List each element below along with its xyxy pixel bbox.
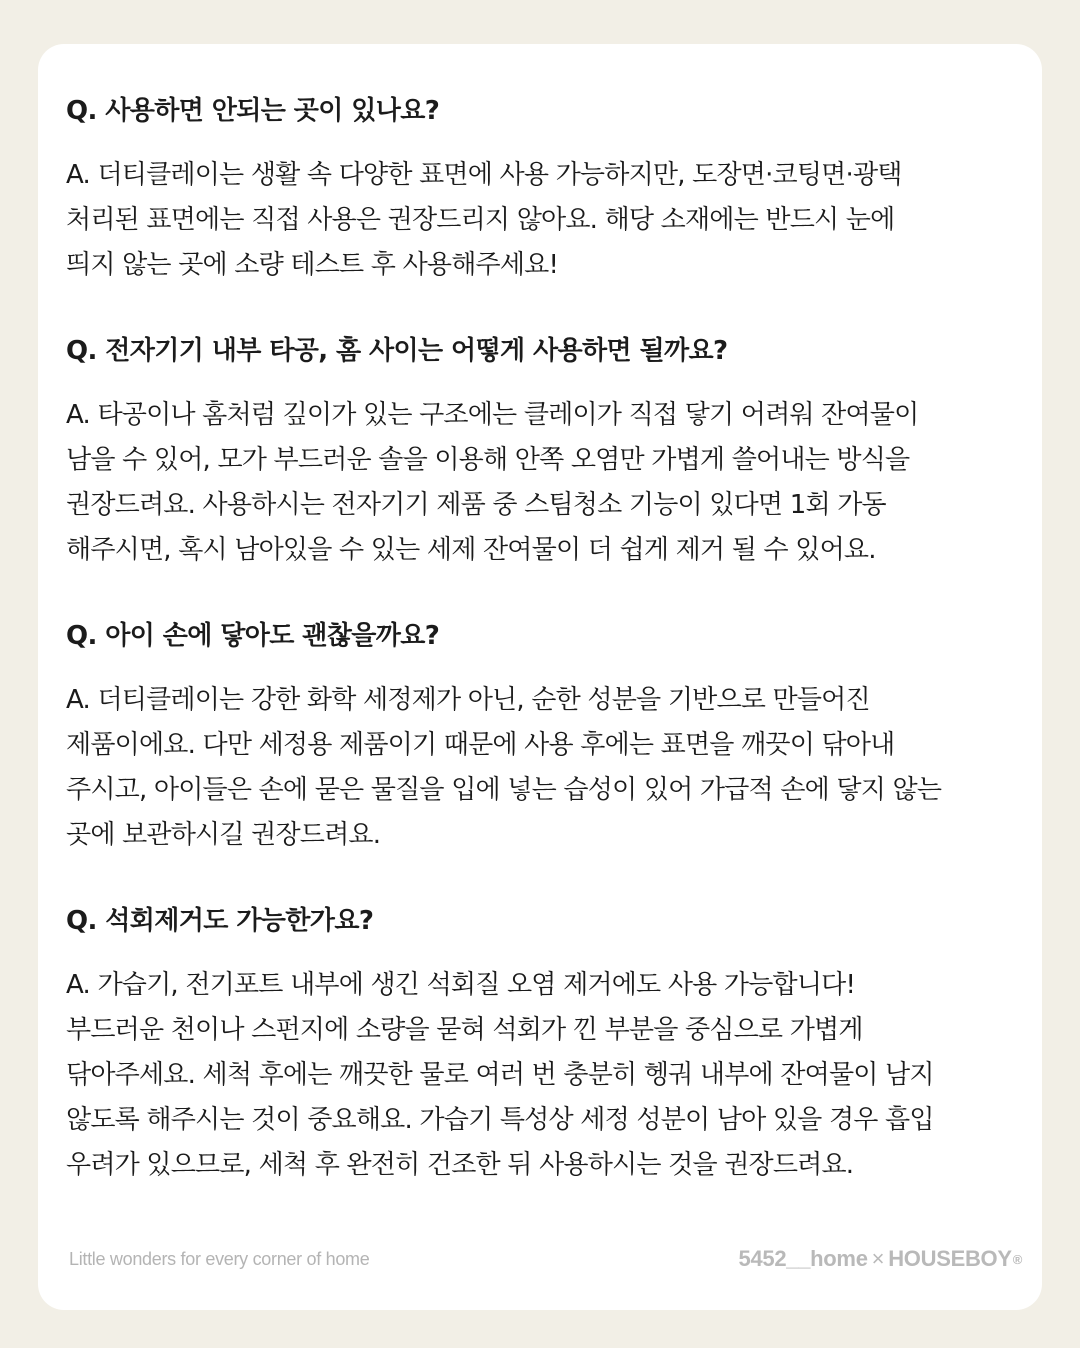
faq-answer xyxy=(66,678,1026,858)
faq-question: Q. 아이 손에 닿아도 괜찮을까요? xyxy=(66,621,440,651)
answer-line: 주시고, 아이들은 손에 묻은 물질을 입에 넣는 습성이 있어 가급적 손에 닿지 않는 xyxy=(66,775,942,805)
answer-line: A. 가습기, 전기포트 내부에 생긴 석회질 오염 제거에도 사용 가능합니다! xyxy=(66,970,856,1000)
faq-item xyxy=(66,334,1026,573)
answer-line: 닦아주세요. 세척 후에는 깨끗한 물로 여러 번 충분히 헹궈 내부에 잔여물이 남지 xyxy=(66,1060,934,1090)
answer-line: 남을 수 있어, 모가 부드러운 솔을 이용해 안쪽 오염만 가볍게 쓸어내는 방식을 xyxy=(66,445,910,475)
faq-card xyxy=(38,44,1042,1310)
answer-line: A. 더티클레이는 강한 화학 세정제가 아닌, 순한 성분을 기반으로 만들어진 xyxy=(66,685,870,715)
answer-line: 제품이에요. 다만 세정용 제품이기 때문에 사용 후에는 표면을 깨끗이 닦아내 xyxy=(66,730,895,760)
faq-item xyxy=(66,904,1026,1188)
answer-line: 우려가 있으므로, 세척 후 완전히 건조한 뒤 사용하시는 것을 권장드려요. xyxy=(66,1150,854,1180)
answer-line: 권장드려요. 사용하시는 전자기기 제품 중 스팀청소 기능이 있다면 1회 가동 xyxy=(66,490,886,520)
faq-question: Q. 전자기기 내부 타공, 홈 사이는 어떻게 사용하면 될까요? xyxy=(66,336,728,366)
brand-5452-home: 5452__home xyxy=(738,1246,868,1271)
brand-houseboy: HOUSEBOY xyxy=(888,1246,1012,1271)
answer-line: 띄지 않는 곳에 소량 테스트 후 사용해주세요! xyxy=(66,250,559,280)
faq-answer xyxy=(66,963,1026,1188)
answer-line: 않도록 해주시는 것이 중요해요. 가습기 특성상 세정 성분이 남아 있을 경우 흡입 xyxy=(66,1105,934,1135)
answer-line: 해주시면, 혹시 남아있을 수 있는 세제 잔여물이 더 쉽게 제거 될 수 있어요. xyxy=(66,535,876,565)
registered-mark: ® xyxy=(1012,1252,1022,1267)
answer-line: A. 더티클레이는 생활 속 다양한 표면에 사용 가능하지만, 도장면·코팅면·광택 xyxy=(66,160,902,190)
faq-question: Q. 사용하면 안되는 곳이 있나요? xyxy=(66,96,440,126)
answer-line: 곳에 보관하시길 권장드려요. xyxy=(66,820,381,850)
faq-item xyxy=(66,619,1026,858)
faq-question: Q. 석회제거도 가능한가요? xyxy=(66,906,374,936)
faq-answer xyxy=(66,153,1026,288)
answer-line: A. 타공이나 홈처럼 깊이가 있는 구조에는 클레이가 직접 닿기 어려워 잔여물이 xyxy=(66,400,919,430)
answer-line: 부드러운 천이나 스펀지에 소량을 묻혀 석회가 낀 부분을 중심으로 가볍게 xyxy=(66,1015,863,1045)
faq-item xyxy=(66,94,1026,288)
footer-brand xyxy=(739,1246,1022,1272)
footer-tagline: Little wonders for every corner of home xyxy=(69,1249,370,1269)
collab-separator: × xyxy=(871,1246,885,1271)
answer-line: 처리된 표면에는 직접 사용은 권장드리지 않아요. 해당 소재에는 반드시 눈에 xyxy=(66,205,895,235)
faq-answer xyxy=(66,393,1026,573)
